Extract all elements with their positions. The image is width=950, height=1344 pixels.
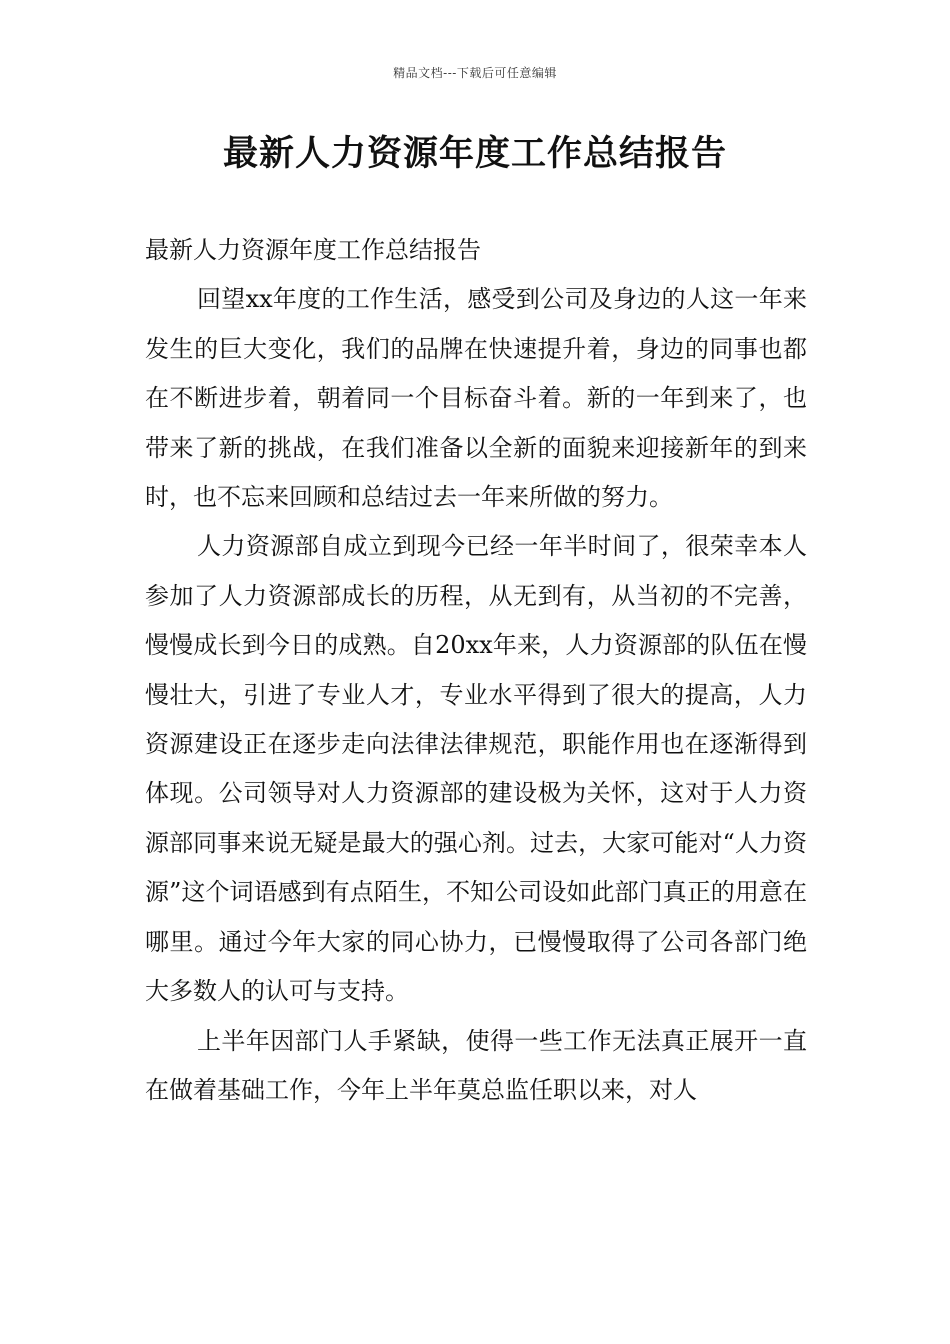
paragraph-1: 回望xx年度的工作生活，感受到公司及身边的人这一年来发生的巨大变化，我们的品牌在快速提升着，身边的同事也都在不断进步着，朝着同一个目标奋斗着。新的一年到来了，也带来了新的挑战，在我们准备以全新的面貌来迎接新年的到来时，也不忘来回顾和总结过去一年来所做的努力。 <box>145 285 807 512</box>
subtitle-line: 最新人力资源年度工作总结报告 <box>145 236 481 264</box>
document-title: 最新人力资源年度工作总结报告 <box>222 134 727 174</box>
header-note: 精品文档---下载后可任意编辑 <box>393 66 557 80</box>
paragraph-2: 人力资源部自成立到现今已经一年半时间了，很荣幸本人参加了人力资源部成长的历程，从无到有，从当初的不完善，慢慢成长到今日的成熟。自20xx年来，人力资源部的队伍在慢慢壮大，引进了专业人才，专业水平得到了很大的提高，人力资源建设正在逐步走向法律法律规范，职能作用也在逐渐得到体现。公司领导对人力资源部的建设极为关怀，这对于人力资源部同事来说无疑是最大的强心剂。过去，大家可能对“人力资源”这个词语感到有点陌生，不知公司设如此部门真正的用意在哪里。通过今年大家的同心协力，已慢慢取得了公司各部门绝大多数人的认可与支持。 <box>145 532 807 1006</box>
paragraph-3: 上半年因部门人手紧缺，使得一些工作无法真正展开一直在做着基础工作，今年上半年莫总监任职以来，对人 <box>145 1026 807 1104</box>
document-body <box>145 226 807 1115</box>
